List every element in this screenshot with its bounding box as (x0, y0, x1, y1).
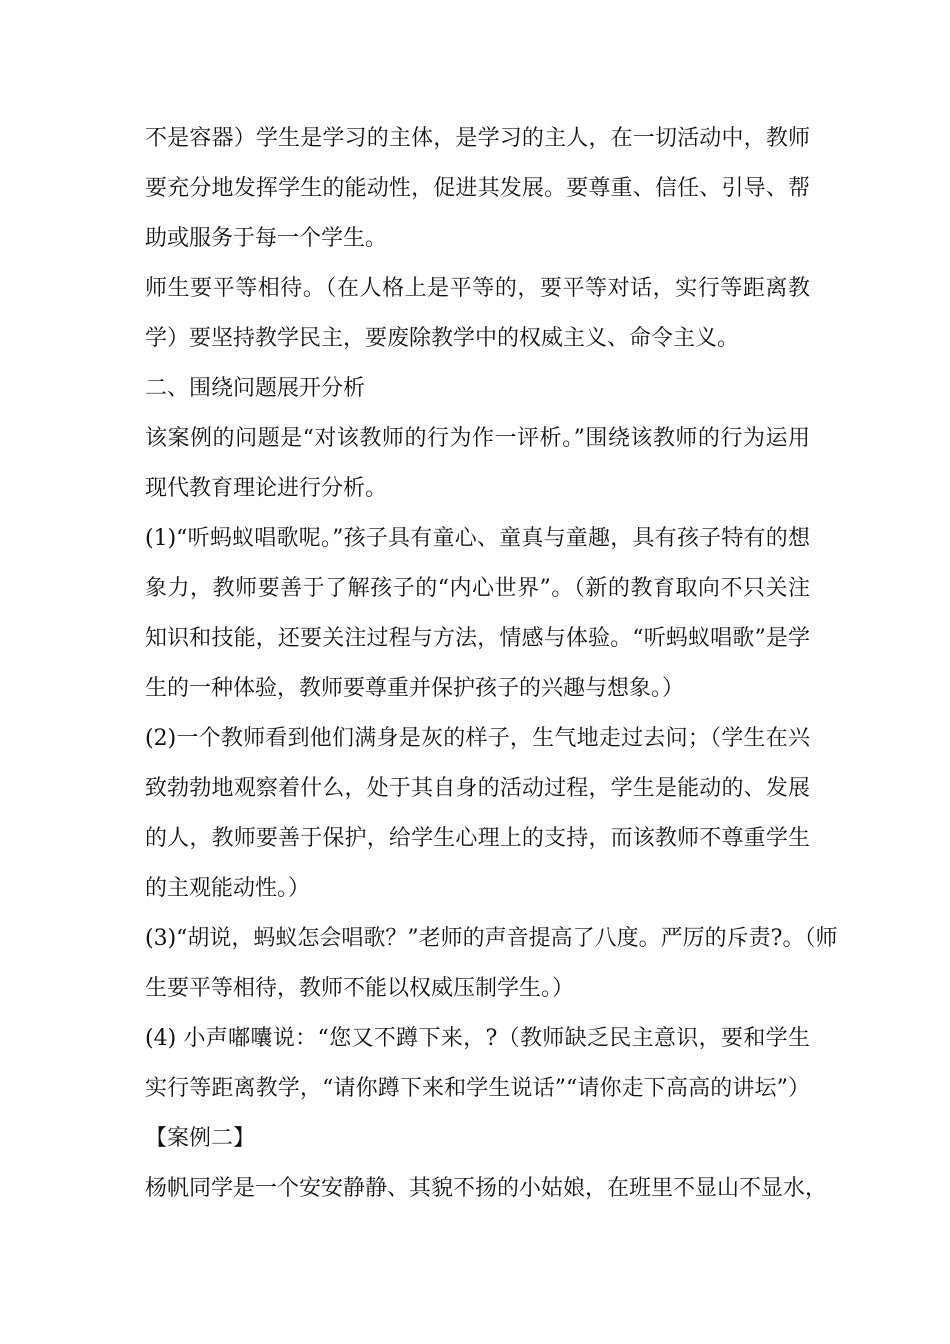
list-item-2-line: 的主观能动性。） (145, 876, 311, 901)
text-line: 助或服务于每一个学生。 (145, 226, 388, 251)
list-item-2-line: (2)一个教师看到他们满身是灰的样子，生气地走过去问；（学生在兴 (145, 726, 810, 751)
list-item-1-line: 象力，教师要善于了解孩子的“内心世界”。（新的教育取向不只关注 (145, 576, 810, 601)
list-item-4-line: (4) 小声嘟囔说：“您又不蹲下来，?（教师缺乏民主意识，要和学生 (145, 1026, 810, 1051)
text-line: 现代教育理论进行分析。 (145, 476, 388, 501)
document-body (145, 114, 838, 1214)
list-item-3-line: (3)“胡说，蚂蚁怎会唱歌？”老师的声音提高了八度。严厉的斥责?。（师 (145, 926, 838, 951)
list-item-3-line: 生要平等相待，教师不能以权威压制学生。） (145, 976, 575, 1001)
text-line: 该案例的问题是“对该教师的行为作一评析。”围绕该教师的行为运用 (145, 426, 810, 451)
text-line: 杨帆同学是一个安安静静、其貌不扬的小姑娘，在班里不显山不显水， (145, 1176, 828, 1201)
case-heading: 【案例二】 (145, 1126, 256, 1151)
list-item-1-line: 生的一种体验，教师要尊重并保护孩子的兴趣与想象。） (145, 676, 685, 701)
text-line: 学）要坚持教学民主，要废除教学中的权威主义、命令主义。 (145, 326, 740, 351)
text-line: 不是容器）学生是学习的主体，是学习的主人，在一切活动中，教师 (145, 126, 810, 151)
list-item-1-line: 知识和技能，还要关注过程与方法，情感与体验。“听蚂蚁唱歌”是学 (145, 626, 810, 651)
text-line: 要充分地发挥学生的能动性，促进其发展。要尊重、信任、引导、帮 (145, 176, 810, 201)
text-line: 师生要平等相待。（在人格上是平等的，要平等对话，实行等距离教 (145, 276, 810, 301)
section-heading: 二、围绕问题展开分析 (145, 376, 366, 401)
list-item-1-line: (1)“听蚂蚁唱歌呢。”孩子具有童心、童真与童趣，具有孩子特有的想 (145, 526, 810, 551)
list-item-2-line: 的人，教师要善于保护，给学生心理上的支持，而该教师不尊重学生 (145, 826, 810, 851)
list-item-2-line: 致勃勃地观察着什么，处于其自身的活动过程，学生是能动的、发展 (145, 776, 810, 801)
list-item-4-line: 实行等距离教学，“请你蹲下来和学生说话”“请你走下高高的讲坛”） (145, 1076, 810, 1101)
